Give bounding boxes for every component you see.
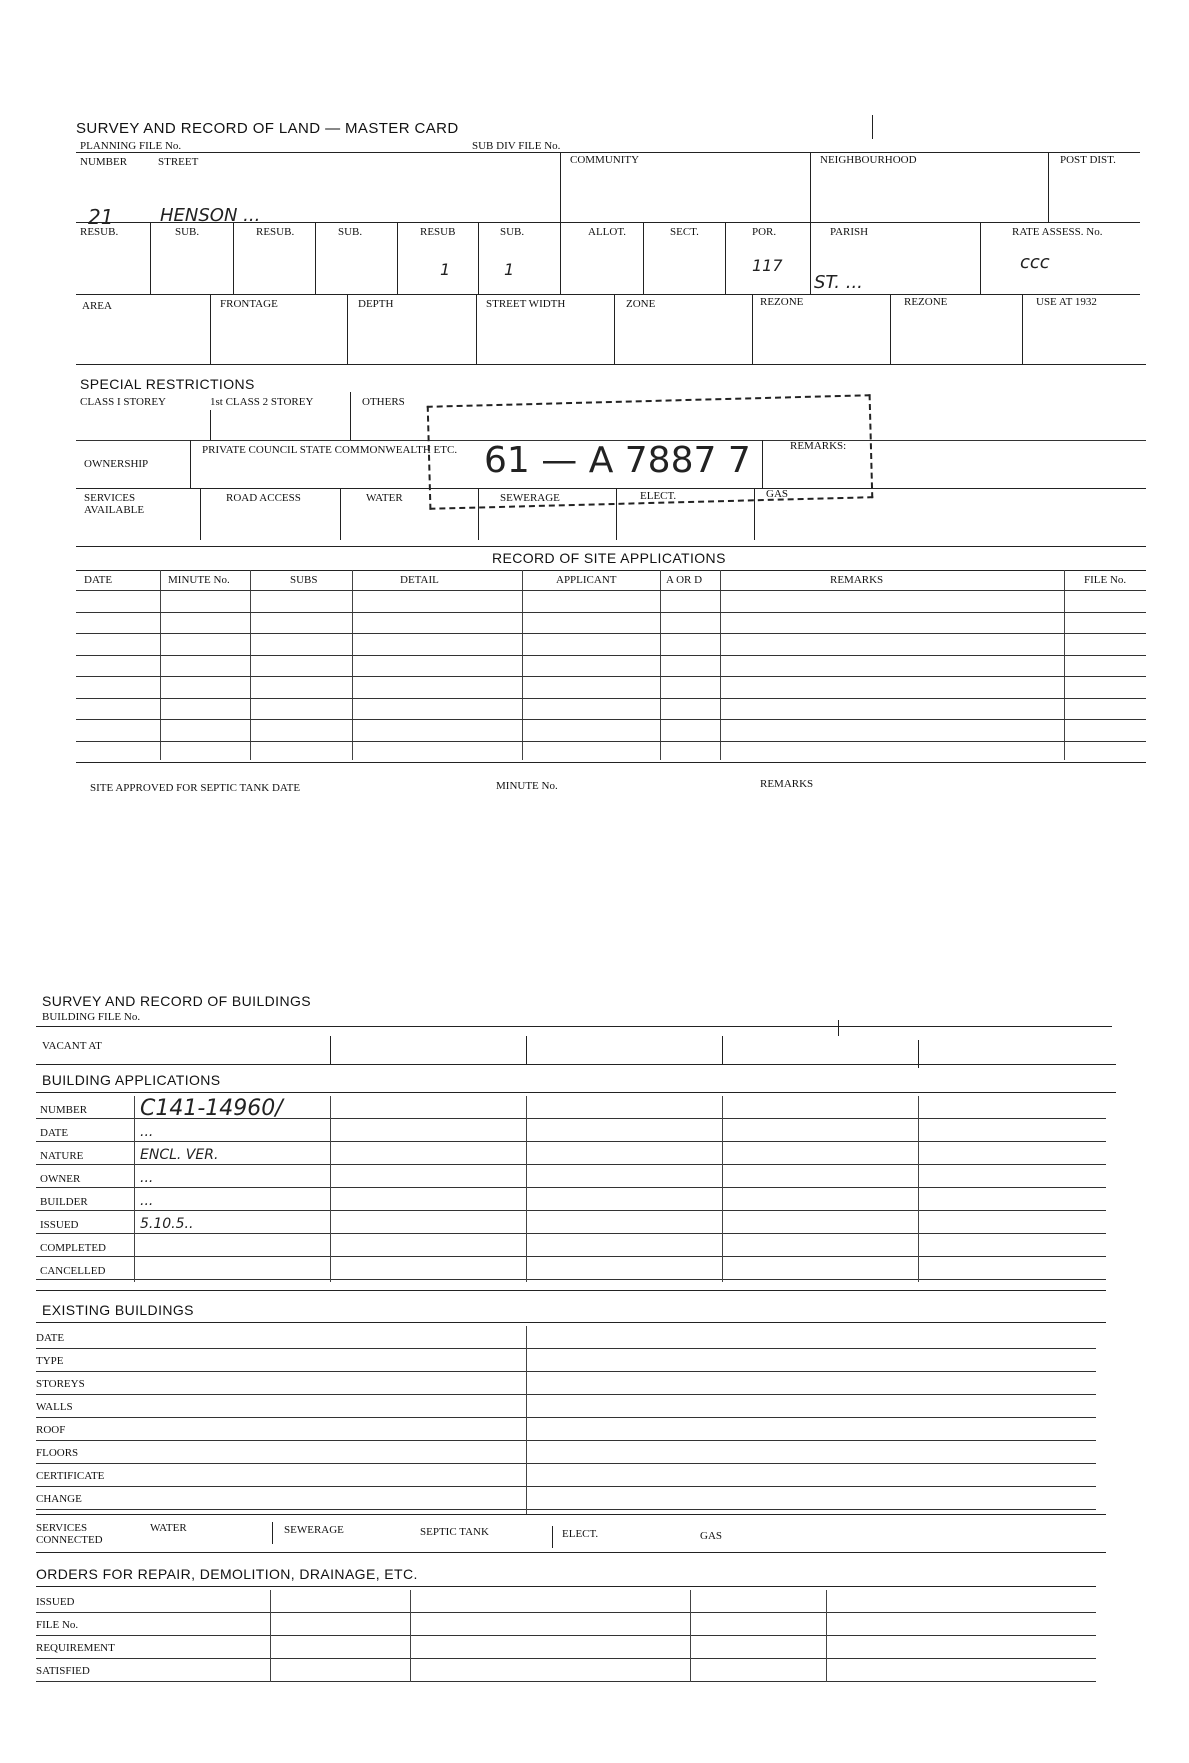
table-row (36, 1164, 1106, 1165)
handwritten-sub: 1 (504, 260, 515, 279)
divider (397, 222, 398, 294)
sc-water-label: WATER (150, 1522, 187, 1534)
eb-row-label: CHANGE (36, 1493, 82, 1505)
ba-row-label: NUMBER (40, 1104, 88, 1116)
eb-row-label: ROOF (36, 1424, 66, 1436)
water-label: WATER (366, 492, 403, 504)
ba-row-value: ENCL. VER. (140, 1147, 219, 1163)
table-row (76, 719, 1146, 720)
table-row (36, 1681, 1096, 1682)
divider (350, 392, 351, 440)
table-row (36, 1233, 1106, 1234)
table-row (36, 1371, 1096, 1372)
ba-row-label: ISSUED (40, 1219, 79, 1231)
divider (210, 294, 211, 364)
use-at-label: USE AT 1932 (1036, 296, 1097, 308)
divider (150, 222, 151, 294)
building-file-label: BUILDING FILE No. (42, 1011, 141, 1023)
divider (526, 1036, 527, 1064)
divider (134, 1096, 135, 1282)
row-divider (76, 546, 1146, 547)
vacant-at-label: VACANT AT (42, 1040, 102, 1052)
divider (352, 570, 353, 760)
row-divider (76, 294, 1140, 295)
handwritten-parish: ST. ... (814, 272, 863, 293)
table-row (76, 590, 1146, 591)
site-col-header: MINUTE No. (168, 574, 230, 586)
table-row (76, 655, 1146, 656)
divider (918, 1096, 919, 1282)
site-col-header: APPLICANT (556, 574, 617, 586)
sewerage-label: SEWERAGE (500, 492, 560, 504)
parish-label: PARISH (830, 226, 869, 238)
area-label: AREA (82, 300, 112, 312)
divider (347, 294, 348, 364)
row-divider (76, 570, 1146, 571)
handwritten-street: HENSON ... (160, 205, 261, 226)
divider (560, 222, 561, 294)
elect-label: ELECT. (640, 490, 677, 502)
table-row (36, 1394, 1096, 1395)
resub-label: RESUB (420, 226, 456, 238)
table-row (36, 1658, 1096, 1659)
street-label: STREET (158, 156, 199, 168)
land-card-title: SURVEY AND RECORD OF LAND — MASTER CARD (76, 120, 459, 137)
table-row (36, 1612, 1096, 1613)
ownership-options: PRIVATE COUNCIL STATE COMMONWEALTH ETC. (202, 444, 458, 456)
divider (272, 1522, 273, 1544)
row-divider (36, 1026, 1112, 1027)
class1-label: CLASS I STOREY (80, 396, 166, 408)
row-divider (36, 1064, 1116, 1065)
divider (980, 222, 981, 294)
order-row-label: SATISFIED (36, 1665, 90, 1677)
divider (838, 1020, 839, 1036)
sc-septic-label: SEPTIC TANK (420, 1526, 489, 1538)
ba-row-value: C141-14960/ (140, 1096, 283, 1121)
table-row (76, 698, 1146, 699)
table-row (76, 633, 1146, 634)
ba-row-label: OWNER (40, 1173, 81, 1185)
resub-label: RESUB. (80, 226, 119, 238)
row-divider (36, 1514, 1106, 1515)
table-row (36, 1509, 1096, 1510)
divider (720, 570, 721, 760)
table-row (76, 612, 1146, 613)
sc-elect-label: ELECT. (562, 1528, 599, 1540)
divider (522, 570, 523, 760)
row-divider (36, 1290, 1106, 1291)
divider (660, 570, 661, 760)
stamp-number: 61 — A 7887 7 (484, 440, 751, 481)
row-divider (36, 1092, 1116, 1093)
divider (526, 1326, 527, 1514)
divider (810, 152, 811, 222)
class2-label: 1st CLASS 2 STOREY (210, 396, 314, 408)
site-col-header: DATE (84, 574, 113, 586)
table-row (36, 1463, 1096, 1464)
divider (616, 488, 617, 540)
divider (233, 222, 234, 294)
divider (200, 488, 201, 540)
row-divider (36, 1322, 1106, 1323)
divider (210, 410, 211, 440)
rate-assess-label: RATE ASSESS. No. (1012, 226, 1103, 238)
others-label: OTHERS (362, 396, 405, 408)
existing-buildings-heading: EXISTING BUILDINGS (42, 1302, 194, 1318)
number-label: NUMBER (80, 156, 128, 168)
divider (476, 294, 477, 364)
handwritten-number: 21 (88, 205, 114, 229)
gas-label: GAS (766, 488, 789, 500)
septic-minute-label: MINUTE No. (496, 780, 558, 792)
table-row (36, 1440, 1096, 1441)
post-dist-label: POST DIST. (1060, 154, 1116, 166)
divider (410, 1590, 411, 1682)
divider (890, 294, 891, 364)
community-label: COMMUNITY (570, 154, 640, 166)
divider (478, 222, 479, 294)
ba-row-value: 5.10.5.. (140, 1216, 194, 1232)
divider (552, 1526, 553, 1548)
order-row-label: ISSUED (36, 1596, 75, 1608)
divider (250, 570, 251, 760)
ba-row-value: ... (140, 1170, 154, 1186)
table-row (36, 1486, 1096, 1487)
site-applications-heading: RECORD OF SITE APPLICATIONS (492, 550, 726, 566)
street-width-label: STREET WIDTH (486, 298, 566, 310)
eb-row-label: FLOORS (36, 1447, 79, 1459)
divider (725, 222, 726, 294)
site-col-header: FILE No. (1084, 574, 1127, 586)
table-row (36, 1348, 1096, 1349)
handwritten-por: 117 (752, 256, 783, 275)
site-col-header: REMARKS (830, 574, 884, 586)
zone-label: ZONE (626, 298, 656, 310)
handwritten-resub: 1 (440, 260, 451, 279)
row-divider (36, 1552, 1106, 1553)
ba-row-label: DATE (40, 1127, 69, 1139)
divider (315, 222, 316, 294)
divider (190, 440, 191, 488)
eb-row-label: TYPE (36, 1355, 64, 1367)
divider (690, 1590, 691, 1682)
row-divider (76, 364, 1146, 365)
sc-gas-label: GAS (700, 1530, 723, 1542)
eb-row-label: STOREYS (36, 1378, 85, 1390)
row-divider (36, 1586, 1096, 1587)
ba-row-value: ... (140, 1193, 154, 1209)
table-row (36, 1141, 1106, 1142)
sub-label: SUB. (175, 226, 200, 238)
divider (643, 222, 644, 294)
building-applications-heading: BUILDING APPLICATIONS (42, 1072, 221, 1088)
ba-row-label: CANCELLED (40, 1265, 106, 1277)
divider (526, 1096, 527, 1282)
order-row-label: FILE No. (36, 1619, 79, 1631)
divider (614, 294, 615, 364)
divider (340, 488, 341, 540)
divider (722, 1096, 723, 1282)
rezone-label: REZONE (760, 296, 804, 308)
eb-row-label: CERTIFICATE (36, 1470, 105, 1482)
divider (722, 1036, 723, 1064)
table-row (36, 1187, 1106, 1188)
row-divider (76, 152, 1140, 153)
planning-file-label: PLANNING FILE No. (80, 140, 182, 152)
divider (872, 115, 873, 139)
divider (1064, 570, 1065, 760)
handwritten-rate-assess: ccc (1020, 252, 1050, 273)
septic-remarks-label: REMARKS (760, 778, 814, 790)
services-available-label: SERVICES AVAILABLE (84, 492, 145, 516)
services-connected-label: SERVICES CONNECTED (36, 1522, 103, 1546)
eb-row-label: WALLS (36, 1401, 73, 1413)
orders-heading: ORDERS FOR REPAIR, DEMOLITION, DRAINAGE, ETC. (36, 1566, 418, 1582)
order-row-label: REQUIREMENT (36, 1642, 115, 1654)
frontage-label: FRONTAGE (220, 298, 278, 310)
resub-label: RESUB. (256, 226, 295, 238)
table-row (76, 741, 1146, 742)
remarks-label: REMARKS: (790, 440, 847, 452)
ba-row-value: ... (140, 1124, 154, 1140)
sect-label: SECT. (670, 226, 699, 238)
ba-row-label: NATURE (40, 1150, 84, 1162)
table-row (76, 676, 1146, 677)
table-row (36, 1635, 1096, 1636)
divider (810, 222, 811, 294)
table-row (36, 1279, 1106, 1280)
ownership-label: OWNERSHIP (84, 458, 149, 470)
divider (1048, 152, 1049, 222)
row-divider (76, 762, 1146, 763)
rezone-label: REZONE (904, 296, 948, 308)
divider (330, 1036, 331, 1064)
ba-row-label: COMPLETED (40, 1242, 106, 1254)
sub-div-file-label: SUB DIV FILE No. (472, 140, 561, 152)
divider (270, 1590, 271, 1682)
table-row (36, 1256, 1106, 1257)
allot-label: ALLOT. (588, 226, 626, 238)
table-row (36, 1210, 1106, 1211)
divider (330, 1096, 331, 1282)
special-restrictions-heading: SPECIAL RESTRICTIONS (80, 376, 255, 392)
divider (160, 570, 161, 760)
septic-approved-label: SITE APPROVED FOR SEPTIC TANK DATE (90, 782, 301, 794)
neighbourhood-label: NEIGHBOURHOOD (820, 154, 917, 166)
sub-label: SUB. (338, 226, 363, 238)
road-access-label: ROAD ACCESS (226, 492, 301, 504)
table-row (36, 1417, 1096, 1418)
divider (752, 294, 753, 364)
divider (754, 488, 755, 540)
buildings-card-title: SURVEY AND RECORD OF BUILDINGS (42, 993, 311, 1009)
divider (1022, 294, 1023, 364)
eb-row-label: DATE (36, 1332, 65, 1344)
site-col-header: SUBS (290, 574, 318, 586)
ba-row-label: BUILDER (40, 1196, 88, 1208)
site-col-header: DETAIL (400, 574, 439, 586)
divider (826, 1590, 827, 1682)
divider (560, 152, 561, 222)
depth-label: DEPTH (358, 298, 394, 310)
divider (478, 488, 479, 540)
por-label: POR. (752, 226, 777, 238)
sc-sewerage-label: SEWERAGE (284, 1524, 344, 1536)
site-col-header: A OR D (666, 574, 703, 586)
sub-label: SUB. (500, 226, 525, 238)
